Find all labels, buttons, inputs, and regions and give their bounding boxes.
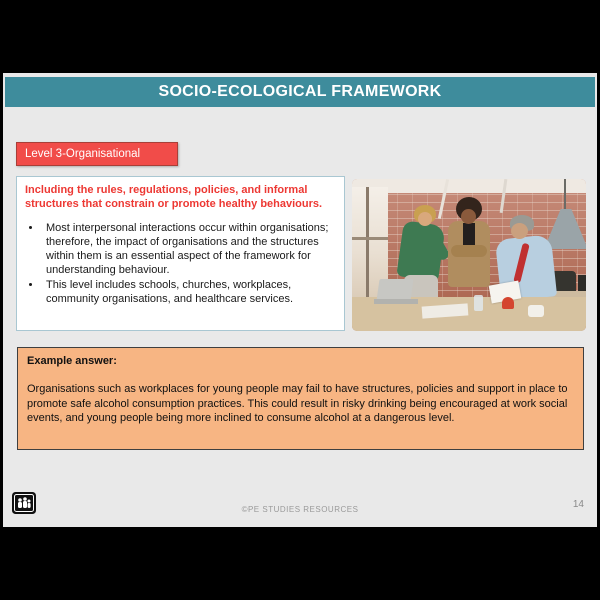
photo-scissors xyxy=(502,297,514,309)
photo-window-frame xyxy=(352,237,388,240)
content-lead-text: Including the rules, regulations, policies, and informal structures that constrain or promote healthy behaviours. xyxy=(25,184,323,211)
photo-woman-tan-arms xyxy=(451,245,487,257)
example-answer-body: Organisations such as workplaces for young people may fail to have structures, policies and support in place to promote safe alcohol consumption practices. This could result in risky drinking being encouraged at work social events, and young people being more inclined to consume alcohol at a dangerous level. xyxy=(27,383,568,425)
photo-laptop-base xyxy=(374,299,418,304)
level-label-text: Level 3-Organisational xyxy=(25,148,141,160)
slide-canvas xyxy=(3,73,597,527)
example-answer-box xyxy=(17,347,584,450)
photo-water-glass xyxy=(474,295,483,311)
example-answer-heading: Example answer: xyxy=(27,355,117,367)
content-bullet-2: • This level includes schools, churches, workplaces, community organisations, and healthcare services. xyxy=(42,278,336,307)
footer-copyright: ©PE STUDIES RESOURCES xyxy=(241,505,359,514)
slide-title: SOCIO-ECOLOGICAL FRAMEWORK xyxy=(158,83,442,100)
photo-window-frame xyxy=(366,187,369,307)
slide-header-bar xyxy=(5,77,595,107)
office-photo xyxy=(352,179,586,331)
photo-man-face xyxy=(511,223,528,239)
photo-laptop xyxy=(376,279,413,301)
content-bullet-1: • Most interpersonal interactions occur within organisations; therefore, the impact of organisations and the structures within them is an essential aspect of the framework for understanding behaviour. xyxy=(42,221,336,278)
photo-woman-green-face xyxy=(418,212,432,226)
content-bullet-list xyxy=(25,221,336,307)
photo-lamp-cord xyxy=(564,179,566,213)
page-number: 14 xyxy=(572,499,584,510)
content-box xyxy=(16,176,345,331)
level-label xyxy=(16,142,178,166)
photo-woman-tan-face xyxy=(461,209,476,224)
photo-cup xyxy=(528,305,544,317)
